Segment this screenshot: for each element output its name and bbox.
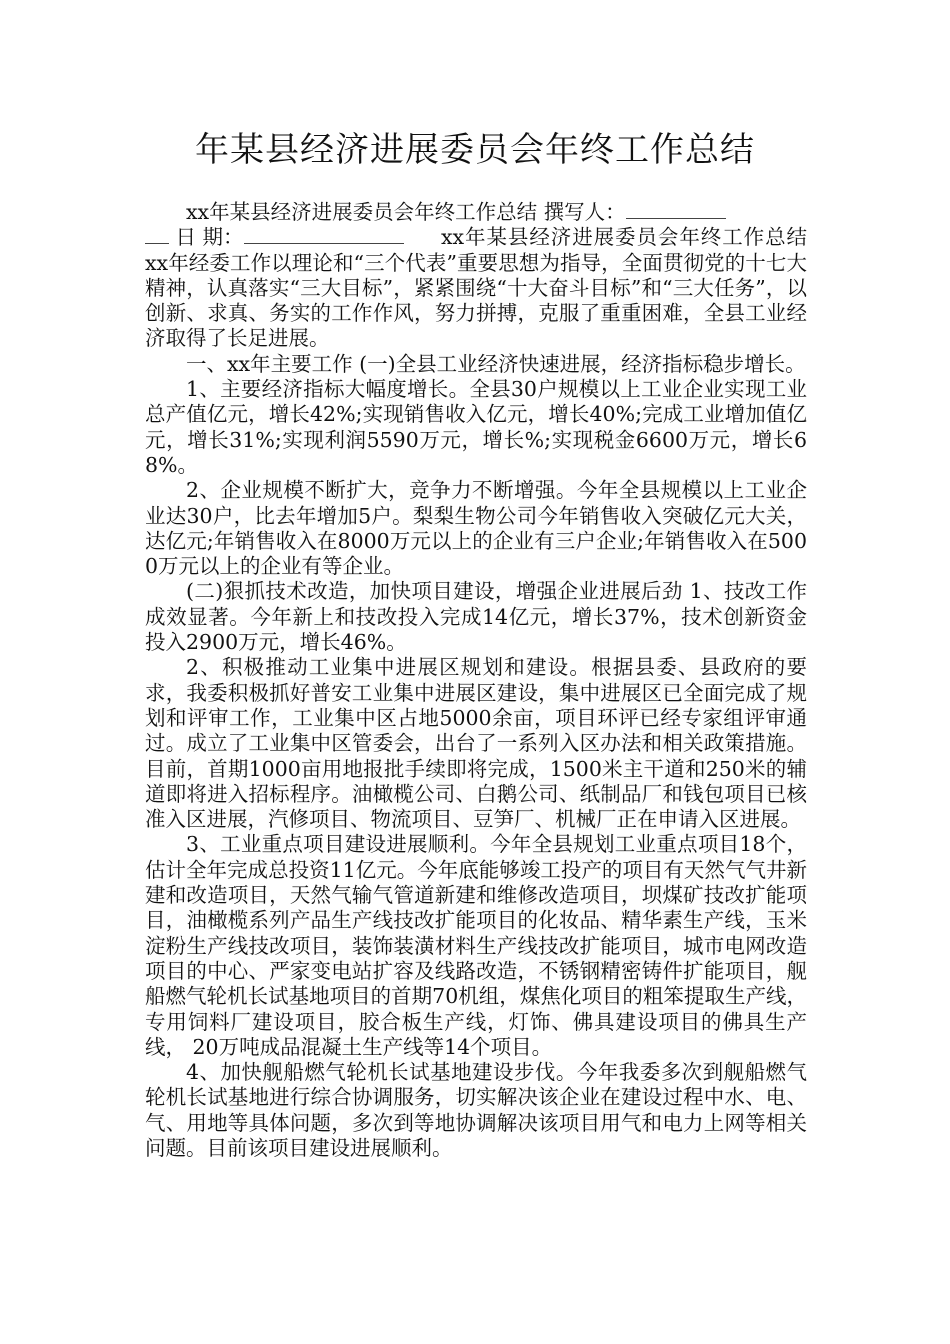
header-author-label: xx年某县经济进展委员会年终工作总结 撰写人：: [186, 200, 626, 224]
header-line: [145, 200, 807, 225]
date-blank: [244, 225, 404, 244]
header-date-label: 日 期：: [175, 225, 244, 250]
paragraph: 2、企业规模不断扩大，竞争力不断增强。今年全县规模以上工业企业达30户，比去年增加5户。梨梨生物公司今年销售收入突破亿元大关，达亿元;年销售收入在8000万元以上的企业有三户企业;年销售收入在5000万元以上的企业有等企业。: [145, 478, 807, 579]
paragraph: 2、积极推动工业集中进展区规划和建设。根据县委、县政府的要求，我委积极抓好普安工业集中进展区建设，集中进展区已全面完成了规划和评审工作，工业集中区占地5000余亩，项目环评已经专家组评审通过。成立了工业集中区管委会，出台了一系列入区办法和相关政策措施。目前，首期1000亩用地报批手续即将完成，1500米主干道和250米的辅道即将进入招标程序。油橄榄公司、白鹅公司、纸制品厂和钱包项目已核准入区进展，汽修项目、物流项目、豆笋厂、机械厂正在申请入区进展。: [145, 655, 807, 832]
document-title: 年某县经济进展委员会年终工作总结: [195, 130, 755, 170]
author-blank-continued: [145, 225, 169, 244]
paragraph: xx年某县经济进展委员会年终工作总结 xx年经委工作以理论和“三个代表”重要思想为指导，全面贯彻党的十七大精神，认真落实“三大目标”，紧紧围绕“十大奋斗目标”和“三大任务”，以创新、求真、务实的工作作风，努力拼搏，克服了重重困难，全县工业经济取得了长足进展。: [145, 225, 807, 351]
paragraph: 一、xx年主要工作 (一)全县工业经济快速进展，经济指标稳步增长。: [186, 351, 806, 376]
paragraph: 4、加快舰船燃气轮机长试基地建设步伐。今年我委多次到舰船燃气轮机长试基地进行综合协调服务，切实解决该企业在建设过程中水、电、气、用地等具体问题，多次到等地协调解决该项目用气和电力上网等相关问题。目前该项目建设进展顺利。: [145, 1060, 807, 1160]
author-blank: [626, 200, 726, 219]
paragraph: 1、主要经济指标大幅度增长。全县30户规模以上工业企业实现工业总产值亿元，增长42%;实现销售收入亿元，增长40%;完成工业增加值亿元，增长31%;实现利润5590万元，增长%;实现税金6600万元，增长68%。: [145, 377, 807, 477]
document-body: [145, 200, 807, 1161]
paragraph: (二)狠抓技术改造，加快项目建设，增强企业进展后劲 1、技改工作成效显著。今年新上和技改投入完成14亿元，增长37%，技术创新资金投入2900万元，增长46%。: [145, 579, 807, 655]
paragraph: 3、工业重点项目建设进展顺利。今年全县规划工业重点项目18个，估计全年完成总投资11亿元。今年底能够竣工投产的项目有天然气气井新建和改造项目，天然气输气管道新建和维修改造项目，坝煤矿技改扩能项目，油橄榄系列产品生产线技改扩能项目的化妆品、精华素生产线，玉米淀粉生产线技改项目，装饰装潢材料生产线技改扩能项目，城市电网改造项目的中心、严家变电站扩容及线路改造，不锈钢精密铸件扩能项目，舰船燃气轮机长试基地项目的首期70机组，煤焦化项目的粗笨提取生产线，专用饲料厂建设项目，胶合板生产线，灯饰、佛具建设项目的佛具生产线， 20万吨成品混凝土生产线等14个项目。: [145, 832, 807, 1059]
